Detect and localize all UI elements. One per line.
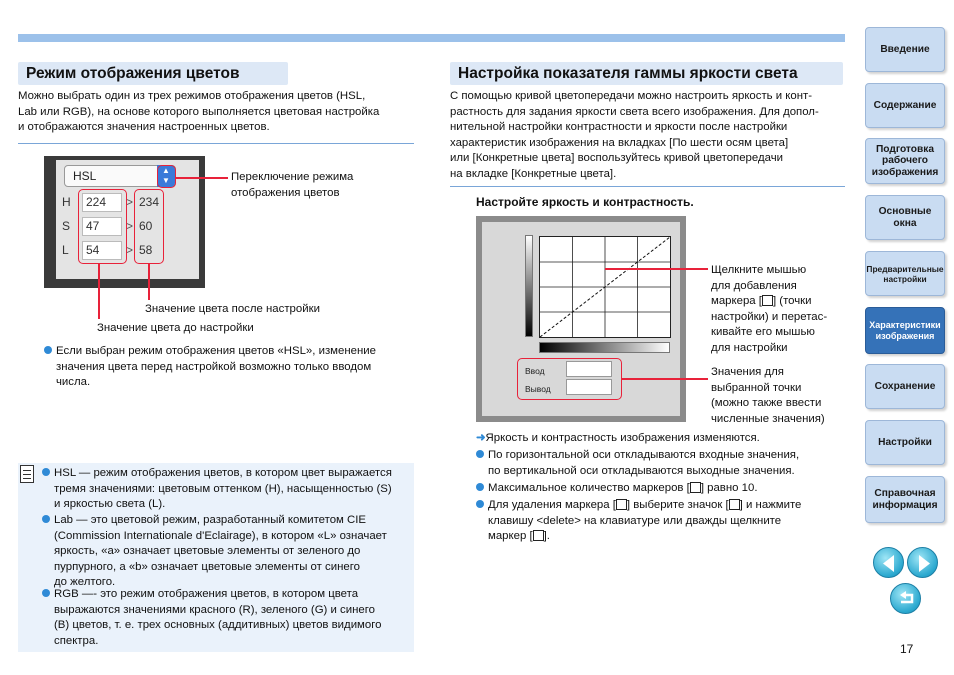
leader-line [98,264,100,319]
page-number: 17 [900,642,914,656]
intro-gamma: С помощью кривой цветопередачи можно настроить яркость и конт- растность для задания яркости света всего изображения. Для допол- нительной настройки контрастности и яркости после настройки характеристик изображения на вкладках [По шести осям цвета] или [Конкретные цвета] воспользуйтесь кривой цветопередачи на вкладке [Конкретные цвета]. [450,90,819,180]
bullet-icon [476,450,484,458]
callout-add-marker: Щелкните мышью для добавления маркера [ ] (точки настройки) и перетас- кивайте его мышью для настройки [711,264,828,354]
marker-icon [533,530,544,541]
callout-before: Значение цвета до настройки [97,322,254,334]
label-s: S [62,219,71,233]
output-gradient [525,235,533,337]
leader-line [622,378,708,380]
callout-mode-switch: Переключение режима отображения цветов [231,171,354,199]
nav-main-windows[interactable]: Основные окна [865,195,945,240]
axes-bullet: По горизонтальной оси откладываются входные значения, по вертикальной оси откладываются выходные значения. [476,448,846,479]
delete-icon [729,499,740,510]
note-icon [20,465,34,483]
bullet-icon [42,589,50,597]
bullet-icon [42,515,50,523]
header-bar [18,34,845,42]
divider [450,186,845,187]
delete-marker-bullet: Для удаления маркера [ ] выберите значок [ ] и нажмите клавишу <delete> на клавиатуре или дважды щелкните маркер [ ]. [476,498,846,545]
curve-svg [540,237,670,337]
section-title-gamma: Настройка показателя гаммы яркости света [450,62,843,85]
s-before-input[interactable]: 47 [82,217,122,236]
h-before-input[interactable]: 224 [82,193,122,212]
s-after-value: 60 [139,219,153,233]
arrow-right-icon: ➜ [476,432,486,444]
arrow-gt: > [126,219,134,233]
back-button[interactable] [890,583,921,614]
nav-image-characteristics[interactable]: Характеристики изображения [865,307,945,354]
arrow-left-icon [874,548,905,579]
bullet-icon [476,483,484,491]
input-label: Ввод [525,366,545,376]
note-hsl: HSL — режим отображения цветов, в котором цвет выражается тремя значениями: цветовым оттенком (H), насыщенностью (S) и яркостью света (L). [42,466,414,513]
output-label: Вывод [525,384,551,394]
bullet-icon [42,468,50,476]
nav-introduction[interactable]: Введение [865,27,945,72]
return-icon [891,584,922,615]
nav-preferences[interactable]: Предварительные настройки [865,251,945,296]
prev-page-button[interactable] [873,547,904,578]
note-rgb: RGB —- это режим отображения цветов, в котором цвета выражаются значениями красного (R), зеленого (G) и синего (B) цветов, т. е. трех основных (аддитивных) цветов видимого спектра. [42,587,414,649]
next-page-button[interactable] [907,547,938,578]
result-line: ➜Яркость и контрастность изображения изменяются. [476,432,760,444]
callout-after: Значение цвета после настройки [145,303,320,315]
after-highlight [134,189,164,264]
tone-curve-graph[interactable] [539,236,671,338]
note-lab: Lab — это цветовой режим, разработанный комитетом CIE (Commission Internationale d'Eclairage), в котором «L» означает яркость, «a» означает цветовые элементы от зеленого до пурпурного, a «b» означает цветовые элементы от синего до желтого. [42,513,414,591]
select-highlight [157,165,176,188]
l-after-value: 58 [139,243,153,257]
nav-reference[interactable]: Справочная информация [865,476,945,523]
arrow-gt: > [126,243,134,257]
label-l: L [62,243,69,257]
nav-prepare-image[interactable]: Подготовка рабочего изображения [865,138,945,184]
nav-saving[interactable]: Сохранение [865,364,945,409]
bullet-icon [44,346,52,354]
subheading: Настройте яркость и контрастность. [476,195,694,209]
section-title-color-mode: Режим отображения цветов [18,62,288,85]
leader-line [148,264,150,300]
before-highlight [78,189,127,264]
label-h: H [62,195,71,209]
values-highlight [517,358,622,400]
marker-icon [616,499,627,510]
select-arrow-icon: ▲ ▼ [157,165,175,187]
leader-line [176,177,228,179]
color-mode-select[interactable]: HSL ▲ ▼ [64,165,176,187]
arrow-gt: > [126,195,134,209]
bullet-icon [476,500,484,508]
arrow-right-icon [908,548,939,579]
max-markers-bullet: Максимальное количество маркеров [ ] равно 10. [476,481,846,497]
callout-values: Значения для выбранной точки (можно также ввести численные значения) [711,366,825,425]
nav-settings[interactable]: Настройки [865,420,945,465]
divider [18,143,414,144]
intro-color-mode: Можно выбрать один из трех режимов отображения цветов (HSL, Lab или RGB), на основе которого выполняется цветовая настройка и отображаются значения настроенных цветов. [18,90,380,134]
hsl-note-bullet: Если выбран режим отображения цветов «HSL», изменение значения цвета перед настройкой возможно только вводом числа. [44,344,414,391]
nav-contents[interactable]: Содержание [865,83,945,128]
input-gradient [539,342,670,353]
marker-icon [690,482,701,493]
h-after-value: 234 [139,195,160,209]
marker-icon [762,295,773,306]
leader-line [605,268,708,270]
l-before-input[interactable]: 54 [82,241,122,260]
